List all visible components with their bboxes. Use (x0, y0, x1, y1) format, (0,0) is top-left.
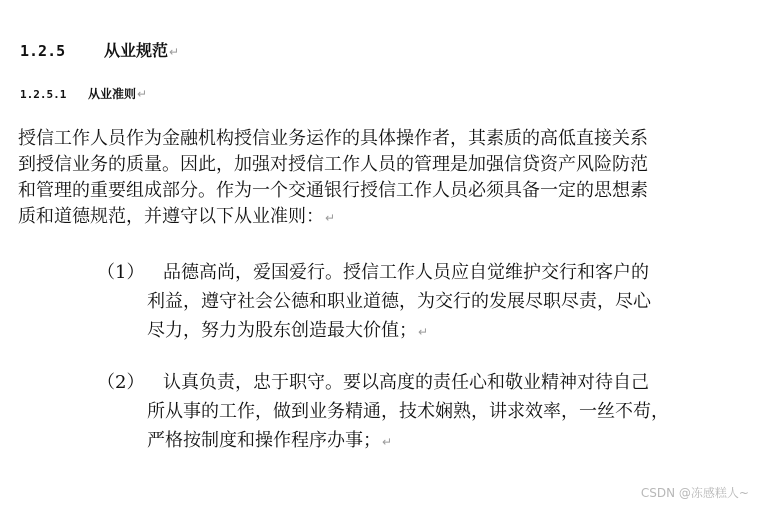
list-marker: （1） (97, 262, 145, 283)
subsection-title: 从业准则 (88, 87, 137, 101)
paragraph-line: 和管理的重要组成部分。作为一个交通银行授信工作人员必须具备一定的思想素 (18, 180, 648, 201)
paragraph-line: 到授信业务的质量。因此，加强对授信工作人员的管理是加强信贷资产风险防范 (18, 154, 648, 175)
watermark: CSDN @冻感糕人~ (640, 486, 749, 500)
intro-paragraph (18, 126, 718, 231)
section-number: 1.2.5 (20, 42, 66, 60)
paragraph-line: 授信工作人员作为金融机构授信业务运作的具体操作者，其素质的高低直接关系 (18, 128, 648, 149)
paragraph-mark-icon: ↵ (137, 87, 148, 101)
list-item-line-text: 严格按制度和操作程序办事； (147, 430, 381, 451)
list-item-line (147, 426, 737, 457)
paragraph-line-text: 质和道德规范，并遵守以下从业准则： (18, 206, 324, 227)
list-item (97, 368, 737, 457)
subsection-number: 1.2.5.1 (20, 88, 67, 101)
paragraph-mark-icon: ↵ (325, 211, 336, 225)
list-item-line-text: 尽力，努力为股东创造最大价值； (147, 320, 417, 341)
list-item-line: 利益，遵守社会公德和职业道德，为交行的发展尽职尽责，尽心 (147, 291, 651, 312)
list-item (97, 258, 737, 347)
list-item-line: 认真负责，忠于职守。要以高度的责任心和敬业精神对待自己 (163, 372, 649, 393)
section-title: 从业规范 (104, 41, 169, 60)
paragraph-mark-icon: ↵ (169, 45, 180, 59)
list-item-line: 品德高尚，爱国爱行。授信工作人员应自觉维护交行和客户的 (163, 262, 649, 283)
paragraph-mark-icon: ↵ (418, 325, 429, 339)
paragraph-line (18, 204, 718, 231)
section-heading (20, 38, 179, 61)
list-marker: （2） (97, 372, 145, 393)
subsection-heading (20, 85, 147, 102)
list-item-line (147, 316, 737, 347)
paragraph-mark-icon: ↵ (382, 435, 393, 449)
list-item-line: 所从事的工作，做到业务精通，技术娴熟，讲求效率，一丝不苟， (147, 401, 669, 422)
